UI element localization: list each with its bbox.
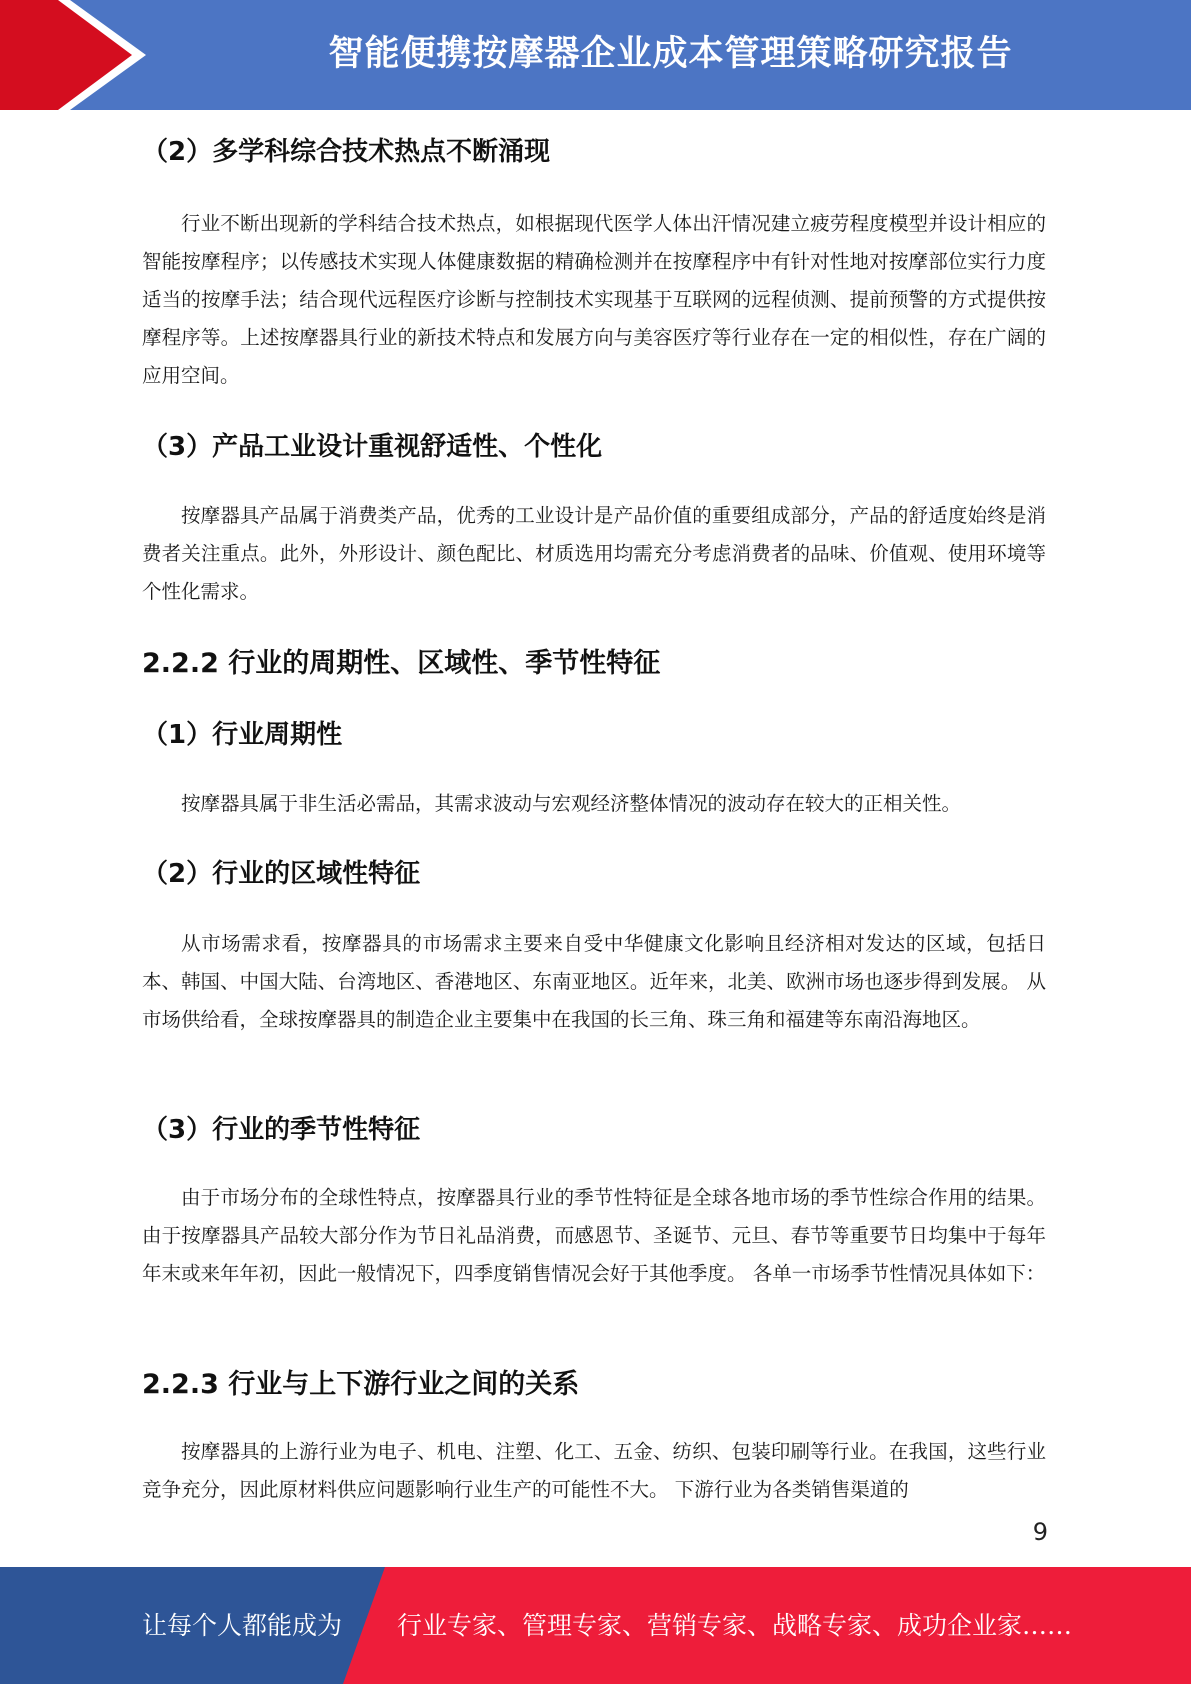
report-title: 智能便携按摩器企业成本管理策略研究报告 — [328, 34, 1013, 74]
subsection-heading-2-2-3: 2.2.3 行业与上下游行业之间的关系 — [142, 1369, 580, 1400]
subsection-heading-2-2-2: 2.2.2 行业的周期性、区域性、季节性特征 — [142, 648, 661, 679]
section-heading-regional: （2）行业的区域性特征 — [142, 859, 421, 889]
section-heading-2: （2）多学科综合技术热点不断涌现 — [142, 137, 551, 167]
page-header — [0, 0, 1191, 110]
page-footer — [0, 1567, 1191, 1684]
paragraph-industrial-design: 按摩器具产品属于消费类产品，优秀的工业设计是产品价值的重要组成部分，产品的舒适度始终是消费者关注重点。此外，外形设计、颜色配比、材质选用均需充分考虑消费者的品味、价值观、使用环境等个性化需求。 — [142, 504, 1046, 603]
section-heading-3: （3）产品工业设计重视舒适性、个性化 — [142, 432, 603, 462]
page-number: 9 — [1032, 1518, 1048, 1546]
paragraph-tech-hotspots: 行业不断出现新的学科结合技术热点，如根据现代医学人体出汗情况建立疲劳程度模型并设计相应的智能按摩程序；以传感技术实现人体健康数据的精确检测并在按摩程序中有针对性地对按摩部位实行力度适当的按摩手法；结合现代远程医疗诊断与控制技术实现基于互联网的远程侦测、提前预警的方式提供按摩程序等。上述按摩器具行业的新技术特点和发展方向与美容医疗等行业存在一定的相似性，存在广阔的应用空间。 — [142, 212, 1046, 387]
section-heading-cyclicality: （1）行业周期性 — [142, 720, 343, 750]
paragraph-up-downstream: 按摩器具的上游行业为电子、机电、注塑、化工、五金、纺织、包装印刷等行业。在我国，这些行业竞争充分，因此原材料供应问题影响行业生产的可能性不大。 下游行业为各类销售渠道的 — [142, 1440, 1046, 1501]
paragraph-seasonal: 由于市场分布的全球性特点，按摩器具行业的季节性特征是全球各地市场的季节性综合作用的结果。由于按摩器具产品较大部分作为节日礼品消费，而感恩节、圣诞节、元旦、春节等重要节日均集中于每年年末或来年年初，因此一般情况下，四季度销售情况会好于其他季度。 各单一市场季节性情况具体如下： — [142, 1186, 1046, 1285]
footer-slogan-left: 让每个人都能成为 — [142, 1611, 343, 1640]
paragraph-regional: 从市场需求看，按摩器具的市场需求主要来自受中华健康文化影响且经济相对发达的区域，包括日本、韩国、中国大陆、台湾地区、香港地区、东南亚地区。近年来，北美、欧洲市场也逐步得到发展。 从市场供给看，全球按摩器具的制造企业主要集中在我国的长三角、珠三角和福建等东南沿海地区。 — [142, 932, 1046, 1031]
paragraph-cyclicality: 按摩器具属于非生活必需品，其需求波动与宏观经济整体情况的波动存在较大的正相关性。 — [181, 792, 962, 815]
footer-slogan-right: 行业专家、管理专家、营销专家、战略专家、成功企业家…… — [397, 1611, 1073, 1640]
section-heading-seasonal: （3）行业的季节性特征 — [142, 1115, 421, 1145]
